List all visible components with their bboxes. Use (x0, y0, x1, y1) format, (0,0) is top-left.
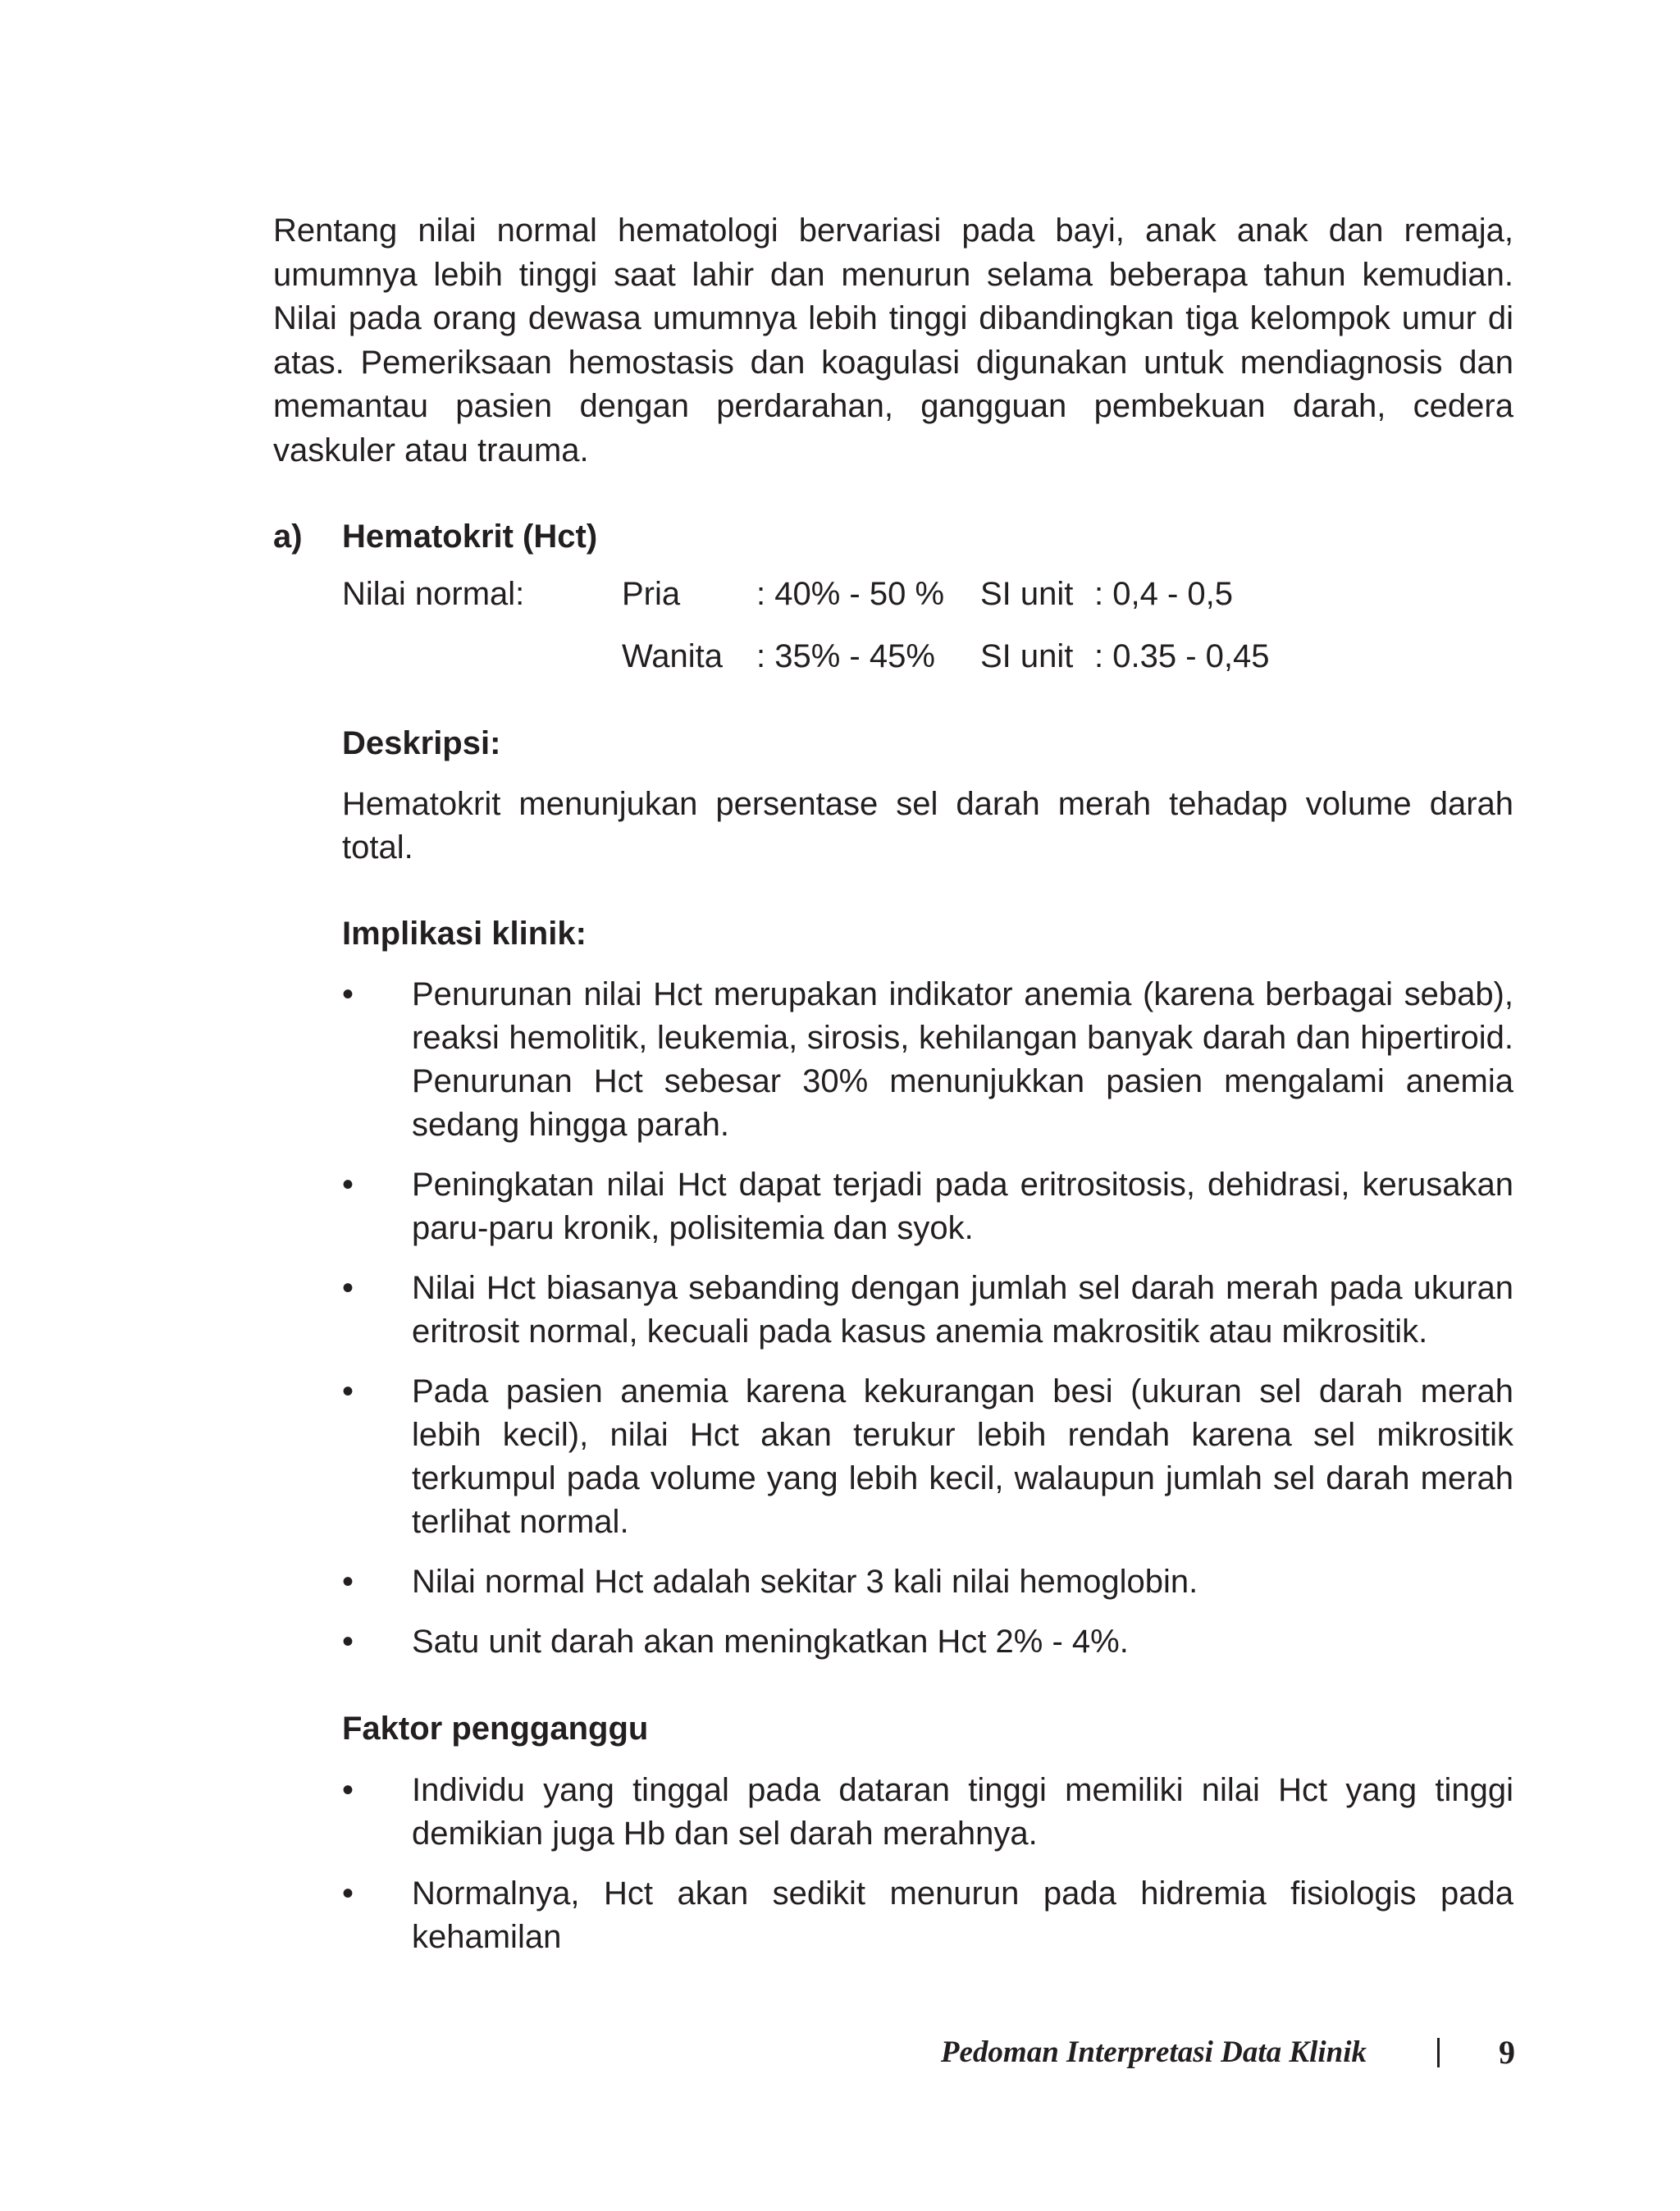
normal-values-table (342, 573, 1326, 697)
faktor-list (342, 1769, 1513, 1976)
normal-values-label: Nilai normal: (342, 576, 525, 612)
list-item: • Nilai Hct biasanya sebanding dengan jumlah sel darah merah pada ukuran eritrosit normal, kecuali pada kasus anemia makrositik atau mikrositik. (342, 1267, 1513, 1354)
bullet-icon: • (342, 1772, 354, 1808)
faktor-heading: Faktor pengganggu (342, 1711, 649, 1747)
normal-values-row-female (342, 635, 1326, 697)
bullet-icon: • (342, 1624, 354, 1660)
section-title: Hematokrit (Hct) (342, 518, 598, 555)
deskripsi-text: Hematokrit menunjukan persentase sel darah merah tehadap volume darah total. (342, 786, 1513, 866)
range-value: : 40% - 50 % (756, 576, 945, 612)
bullet-icon: • (342, 1167, 354, 1203)
bullet-icon: • (342, 1564, 354, 1600)
deskripsi-heading: Deskripsi: (342, 725, 501, 761)
bullet-icon: • (342, 976, 354, 1012)
list-item: • Penurunan nilai Hct merupakan indikator anemia (karena berbagai sebab), reaksi hemolitik, leukemia, sirosis, kehilangan banyak darah dan hipertiroid. Penurunan Hct sebesar 30% menunjukkan pasien mengalami anemia sedang hingga parah. (342, 973, 1513, 1147)
section-marker: a) (273, 518, 303, 555)
page-footer (941, 2033, 1515, 2072)
si-unit-value: : 0.35 - 0,45 (1094, 638, 1270, 674)
bullet-icon: • (342, 1875, 354, 1912)
si-unit-label: SI unit (980, 638, 1074, 674)
sex-label: Pria (622, 576, 681, 612)
implikasi-heading: Implikasi klinik: (342, 916, 587, 952)
section-heading (273, 515, 1513, 559)
list-item: • Normalnya, Hct akan sedikit menurun pada hidremia fisiologis pada kehamilan (342, 1872, 1513, 1959)
page-number: 9 (1499, 2034, 1515, 2071)
list-item: • Nilai normal Hct adalah sekitar 3 kali nilai hemoglobin. (342, 1560, 1513, 1604)
list-item: • Individu yang tinggal pada dataran tinggi memiliki nilai Hct yang tinggi demikian juga Hb dan sel darah merahnya. (342, 1769, 1513, 1856)
list-item: • Satu unit darah akan meningkatkan Hct 2% - 4%. (342, 1620, 1513, 1664)
implikasi-list (342, 973, 1513, 1680)
si-unit-label: SI unit (980, 576, 1074, 612)
bullet-icon: • (342, 1270, 354, 1306)
footer-title: Pedoman Interpretasi Data Klinik (940, 2035, 1367, 2069)
bullet-icon: • (342, 1373, 354, 1409)
normal-values-row-male (342, 573, 1326, 635)
footer-divider (1437, 2038, 1440, 2067)
range-value: : 35% - 45% (756, 638, 935, 674)
si-unit-value: : 0,4 - 0,5 (1094, 576, 1233, 612)
intro-paragraph: Rentang nilai normal hematologi bervariasi pada bayi, anak anak dan remaja, umumnya lebih tinggi saat lahir dan menurun selama beberapa tahun kemudian. Nilai pada orang dewasa umumnya lebih tinggi dibandingkan tiga kelompok umur di atas. Pemeriksaan hemostasis dan koagulasi digunakan untuk mendiagnosis dan memantau pasien dengan perdarahan, gangguan pembekuan darah, cedera vaskuler atau trauma. (273, 212, 1513, 468)
list-item: • Peningkatan nilai Hct dapat terjadi pada eritrositosis, dehidrasi, kerusakan paru-paru kronik, polisitemia dan syok. (342, 1163, 1513, 1250)
list-item: • Pada pasien anemia karena kekurangan besi (ukuran sel darah merah lebih kecil), nilai Hct akan terukur lebih rendah karena sel mikrositik terkumpul pada volume yang lebih kecil, walaupun jumlah sel darah merah terlihat normal. (342, 1370, 1513, 1544)
sex-label: Wanita (622, 638, 724, 674)
